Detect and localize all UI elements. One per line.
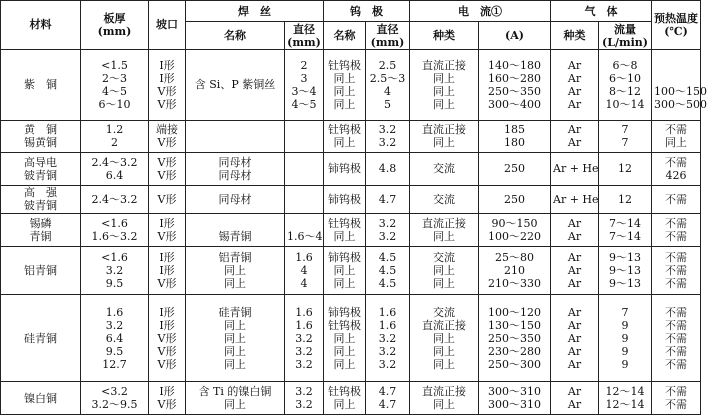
- cell-elec-dia: 4.7: [366, 185, 410, 213]
- cell-cur-type: 直流正接 同上: [410, 120, 479, 152]
- cell-groove: I形 V形: [149, 214, 186, 246]
- cell-preheat: 不需 同上: [652, 120, 701, 152]
- cell-cur-value: 100～120 130～150 250～350 230～280 250～300: [479, 295, 551, 382]
- cell-elec-name: 钍钨极 同上: [324, 382, 366, 415]
- cell-gas-type: Ar + He: [551, 185, 599, 213]
- cell-elec-name: 钍钨极 同上: [324, 214, 366, 246]
- header-gas-flow: 流量 (L/min): [599, 22, 652, 49]
- cell-gas-flow: 12～14 12～14: [599, 382, 652, 415]
- table-row: [1, 214, 701, 246]
- cell-elec-name: 钍钨极 同上: [324, 120, 366, 152]
- cell-elec-dia: 2.5 2.5～3 4 5: [366, 49, 410, 120]
- cell-wire-dia: 3.2 3.2: [285, 382, 324, 415]
- table-row: [1, 382, 701, 415]
- cell-cur-type: 交流 直流正接 同上 同上 同上: [410, 295, 479, 382]
- header-electrode-diameter: 直径 (mm): [366, 22, 410, 49]
- cell-wire-dia: 2 3 3～4 4～5: [285, 49, 324, 120]
- cell-thickness: 1.2 2: [81, 120, 149, 152]
- cell-elec-dia: 4.8: [366, 153, 410, 185]
- header-wire-diameter: 直径 (mm): [285, 22, 324, 49]
- cell-cur-type: 交流: [410, 153, 479, 185]
- cell-cur-value: 90～150 100～220: [479, 214, 551, 246]
- cell-groove: I形 V形: [149, 382, 186, 415]
- cell-cur-type: 交流 同上 同上: [410, 246, 479, 295]
- cell-thickness: 2.4～3.2: [81, 185, 149, 213]
- cell-material: 硅青铜: [1, 295, 81, 382]
- cell-wire-dia: 1.6 4 4: [285, 246, 324, 295]
- cell-cur-type: 交流: [410, 185, 479, 213]
- cell-gas-type: Ar Ar Ar Ar Ar: [551, 295, 599, 382]
- table-row: [1, 49, 701, 120]
- cell-preheat: 100～150 300～500: [652, 49, 701, 120]
- header-thickness: 板厚 (mm): [81, 1, 149, 50]
- cell-elec-dia: 3.2 3.2: [366, 120, 410, 152]
- cell-cur-type: 直流正接 同上: [410, 214, 479, 246]
- header-gas: 气 体: [551, 1, 652, 22]
- cell-wire-name: [186, 120, 285, 152]
- header-wire-name: 名称: [186, 22, 285, 49]
- cell-wire-name: 同母材 同母材: [186, 153, 285, 185]
- cell-preheat: 不需 不需: [652, 382, 701, 415]
- cell-elec-name: 铈钨极: [324, 185, 366, 213]
- cell-gas-flow: 7～14 7～14: [599, 214, 652, 246]
- cell-wire-name: 锡青铜: [186, 214, 285, 246]
- cell-wire-dia: [285, 120, 324, 152]
- cell-groove: I形 I形 V形 V形 V形: [149, 295, 186, 382]
- cell-thickness: <3.2 3.2～9.5: [81, 382, 149, 415]
- cell-cur-value: 250: [479, 185, 551, 213]
- cell-preheat: 不需 不需 不需: [652, 246, 701, 295]
- cell-elec-name: 铈钨极 同上 同上: [324, 246, 366, 295]
- cell-wire-name: 硅青铜 同上 同上 同上 同上: [186, 295, 285, 382]
- table-body: [1, 49, 707, 414]
- table-row: [1, 295, 701, 382]
- cell-material: 高导电 铍青铜: [1, 153, 81, 185]
- cell-preheat: 不需 426: [652, 153, 701, 185]
- table-row: [1, 120, 701, 152]
- table-row: [1, 185, 701, 213]
- table-row: [1, 246, 701, 295]
- cell-wire-name: 铝青铜 同上 同上: [186, 246, 285, 295]
- cell-groove: I形 I形 V形: [149, 246, 186, 295]
- header-electrode-name: 名称: [324, 22, 366, 49]
- cell-wire-dia: [285, 153, 324, 185]
- cell-cur-value: 300～310 300～310: [479, 382, 551, 415]
- cell-gas-type: Ar Ar Ar: [551, 246, 599, 295]
- cell-material: 高 强 铍青铜: [1, 185, 81, 213]
- cell-material: 黄 铜 锡黄铜: [1, 120, 81, 152]
- cell-thickness: <1.5 2～3 4～5 6～10: [81, 49, 149, 120]
- cell-cur-value: 250: [479, 153, 551, 185]
- cell-elec-dia: 4.7 4.7: [366, 382, 410, 415]
- cell-gas-type: Ar Ar: [551, 382, 599, 415]
- cell-groove: 端接 V形: [149, 120, 186, 152]
- cell-elec-name: 铈钨极 钍钨极 同上 同上 同上: [324, 295, 366, 382]
- cell-wire-name: 同母材: [186, 185, 285, 213]
- cell-cur-type: 直流正接 同上: [410, 382, 479, 415]
- cell-cur-value: 185 180: [479, 120, 551, 152]
- cell-thickness: 1.6 3.2 6.4 9.5 12.7: [81, 295, 149, 382]
- cell-elec-name: 铈钨极: [324, 153, 366, 185]
- cell-elec-dia: 4.5 4.5 4.5: [366, 246, 410, 295]
- header-wire: 焊 丝: [186, 1, 324, 22]
- cell-preheat: 不需: [652, 185, 701, 213]
- cell-gas-flow: 7 9 9 9 9: [599, 295, 652, 382]
- cell-preheat: 不需 不需 不需 不需 不需: [652, 295, 701, 382]
- cell-material: 镍白铜: [1, 382, 81, 415]
- header-preheat: 预热温度 (℃): [652, 1, 701, 50]
- header-gas-type: 种类: [551, 22, 599, 49]
- header-groove: 坡口: [149, 1, 186, 50]
- table-header: [1, 1, 701, 50]
- header-current-type: 种类: [410, 22, 479, 49]
- cell-wire-dia: 1.6～4: [285, 214, 324, 246]
- cell-material: 铝青铜: [1, 246, 81, 295]
- cell-groove: V形: [149, 185, 186, 213]
- cell-material: 锡磷 青铜: [1, 214, 81, 246]
- cell-material: 紫 铜: [1, 49, 81, 120]
- cell-gas-flow: 12: [599, 153, 652, 185]
- header-current: 电 流①: [410, 1, 551, 22]
- cell-gas-type: Ar Ar: [551, 214, 599, 246]
- cell-wire-dia: [285, 185, 324, 213]
- cell-wire-name: 含 Si、P 紫铜丝: [186, 49, 285, 120]
- cell-elec-dia: 3.2 3.2: [366, 214, 410, 246]
- cell-gas-flow: 12: [599, 185, 652, 213]
- header-material: 材料: [1, 1, 81, 50]
- cell-thickness: 2.4～3.2 6.4: [81, 153, 149, 185]
- cell-thickness: <1.6 1.6～3.2: [81, 214, 149, 246]
- cell-gas-flow: 6～8 6～10 8～12 10～14: [599, 49, 652, 120]
- cell-groove: V形 V形: [149, 153, 186, 185]
- cell-gas-type: Ar Ar Ar Ar: [551, 49, 599, 120]
- header-current-value: (A): [479, 22, 551, 49]
- cell-gas-flow: 9～13 9～13 9～13: [599, 246, 652, 295]
- table-row: [1, 153, 701, 185]
- cell-cur-value: 25～80 210 210～330: [479, 246, 551, 295]
- cell-elec-name: 钍钨极 同上 同上 同上: [324, 49, 366, 120]
- cell-gas-type: Ar Ar: [551, 120, 599, 152]
- cell-elec-dia: 1.6 1.6 3.2 3.2 3.2: [366, 295, 410, 382]
- cell-thickness: <1.6 3.2 9.5: [81, 246, 149, 295]
- cell-wire-dia: 1.6 1.6 3.2 3.2 3.2: [285, 295, 324, 382]
- cell-cur-type: 直流正接 同上 同上 同上: [410, 49, 479, 120]
- cell-wire-name: 含 Ti 的镍白铜 同上: [186, 382, 285, 415]
- header-electrode: 钨 极: [324, 1, 410, 22]
- cell-gas-flow: 7 7: [599, 120, 652, 152]
- cell-cur-value: 140～180 160～280 250～350 300～400: [479, 49, 551, 120]
- cell-preheat: 不需 不需: [652, 214, 701, 246]
- cell-groove: I形 I形 V形 V形: [149, 49, 186, 120]
- cell-gas-type: Ar + He: [551, 153, 599, 185]
